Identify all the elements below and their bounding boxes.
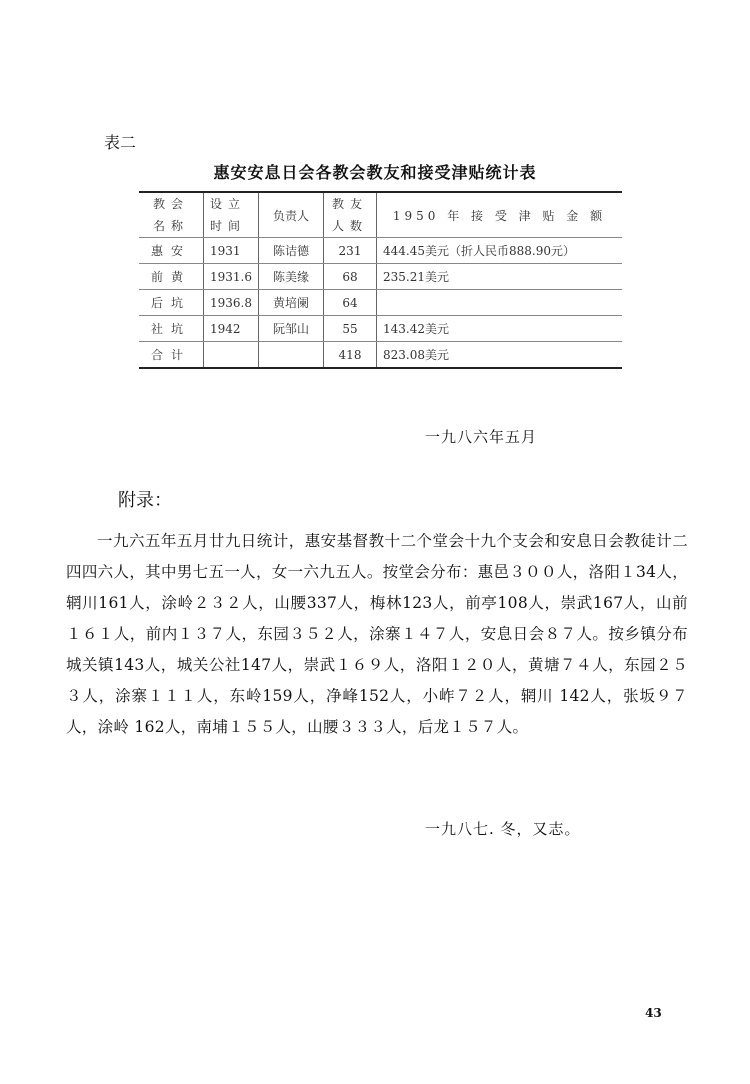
table-title: 惠安安息日会各教会教友和接受津贴统计表 <box>213 163 537 182</box>
cell-amount: 444.45美元（折人民币888.90元） <box>377 238 623 264</box>
cell-church-name: 社坑 <box>139 316 204 342</box>
cell-total-amount: 823.08美元 <box>377 342 623 369</box>
cell-person: 黄培阑 <box>259 290 324 316</box>
header-founded-line2: 时间 <box>210 219 247 233</box>
page-number: 43 <box>645 1006 662 1020</box>
cell-count: 64 <box>324 290 377 316</box>
header-member-count <box>324 192 377 238</box>
appendix-heading: 附录： <box>118 490 172 511</box>
cell-church-name: 后坑 <box>139 290 204 316</box>
header-church-name-line2: 名称 <box>152 219 189 233</box>
table-row <box>139 238 622 264</box>
statistics-table <box>139 191 622 369</box>
table-total-row <box>139 342 622 369</box>
cell-amount <box>377 290 623 316</box>
cell-count: 231 <box>324 238 377 264</box>
header-founded-line1: 设立 <box>210 197 247 211</box>
cell-amount: 143.42美元 <box>377 316 623 342</box>
table-row <box>139 316 622 342</box>
header-member-count-line1: 教友 <box>331 197 368 211</box>
table-label: 表二 <box>104 133 137 152</box>
cell-person <box>259 342 324 369</box>
closing-date: 一九八七. 冬，又志。 <box>425 820 581 838</box>
cell-founded: 1931.6 <box>204 264 259 290</box>
cell-founded <box>204 342 259 369</box>
cell-total-label: 合计 <box>139 342 204 369</box>
header-church-name-line1: 教会 <box>152 197 189 211</box>
table-row <box>139 264 622 290</box>
cell-founded: 1936.8 <box>204 290 259 316</box>
cell-amount: 235.21美元 <box>377 264 623 290</box>
table-row <box>139 290 622 316</box>
table-date: 一九八六年五月 <box>425 428 538 446</box>
cell-person: 陈美缘 <box>259 264 324 290</box>
cell-count: 55 <box>324 316 377 342</box>
cell-church-name: 惠安 <box>139 238 204 264</box>
header-member-count-line2: 人数 <box>331 219 368 233</box>
appendix-body <box>66 526 688 743</box>
appendix-paragraph: 一九六五年五月廿九日统计，惠安基督教十二个堂会十九个支会和安息日会教徒计二四四六人，其中男七五一人，女一六九五人。按堂会分布：惠邑３００人，洛阳１34人，辋川161人，涂岭２３２人，山腰337人，梅林123人，前亭108人，崇武167人，山前１６１人，前内１３７人，东园３５２人，涂寨１４７人，安息日会８７人。按乡镇分布城关镇143人，城关公社147人，崇武１６９人，洛阳１２０人，黄塘７４人，东园２５３人，涂寨１１１人，东岭159人，净峰152人，小岞７２人，辋川 142人，张坂９７人，涂岭 162人，南埔１５５人，山腰３３３人，后龙１５７人。 <box>66 532 688 736</box>
cell-count: 68 <box>324 264 377 290</box>
header-church-name <box>139 192 204 238</box>
header-founded <box>204 192 259 238</box>
cell-founded: 1942 <box>204 316 259 342</box>
cell-church-name: 前黄 <box>139 264 204 290</box>
table-header-row <box>139 192 622 238</box>
cell-founded: 1931 <box>204 238 259 264</box>
header-person-in-charge: 负责人 <box>259 192 324 238</box>
cell-person: 陈诘德 <box>259 238 324 264</box>
header-subsidy-amount: 1950 年 接 受 津 贴 金 额 <box>377 192 623 238</box>
cell-person: 阮邹山 <box>259 316 324 342</box>
cell-total-count: 418 <box>324 342 377 369</box>
